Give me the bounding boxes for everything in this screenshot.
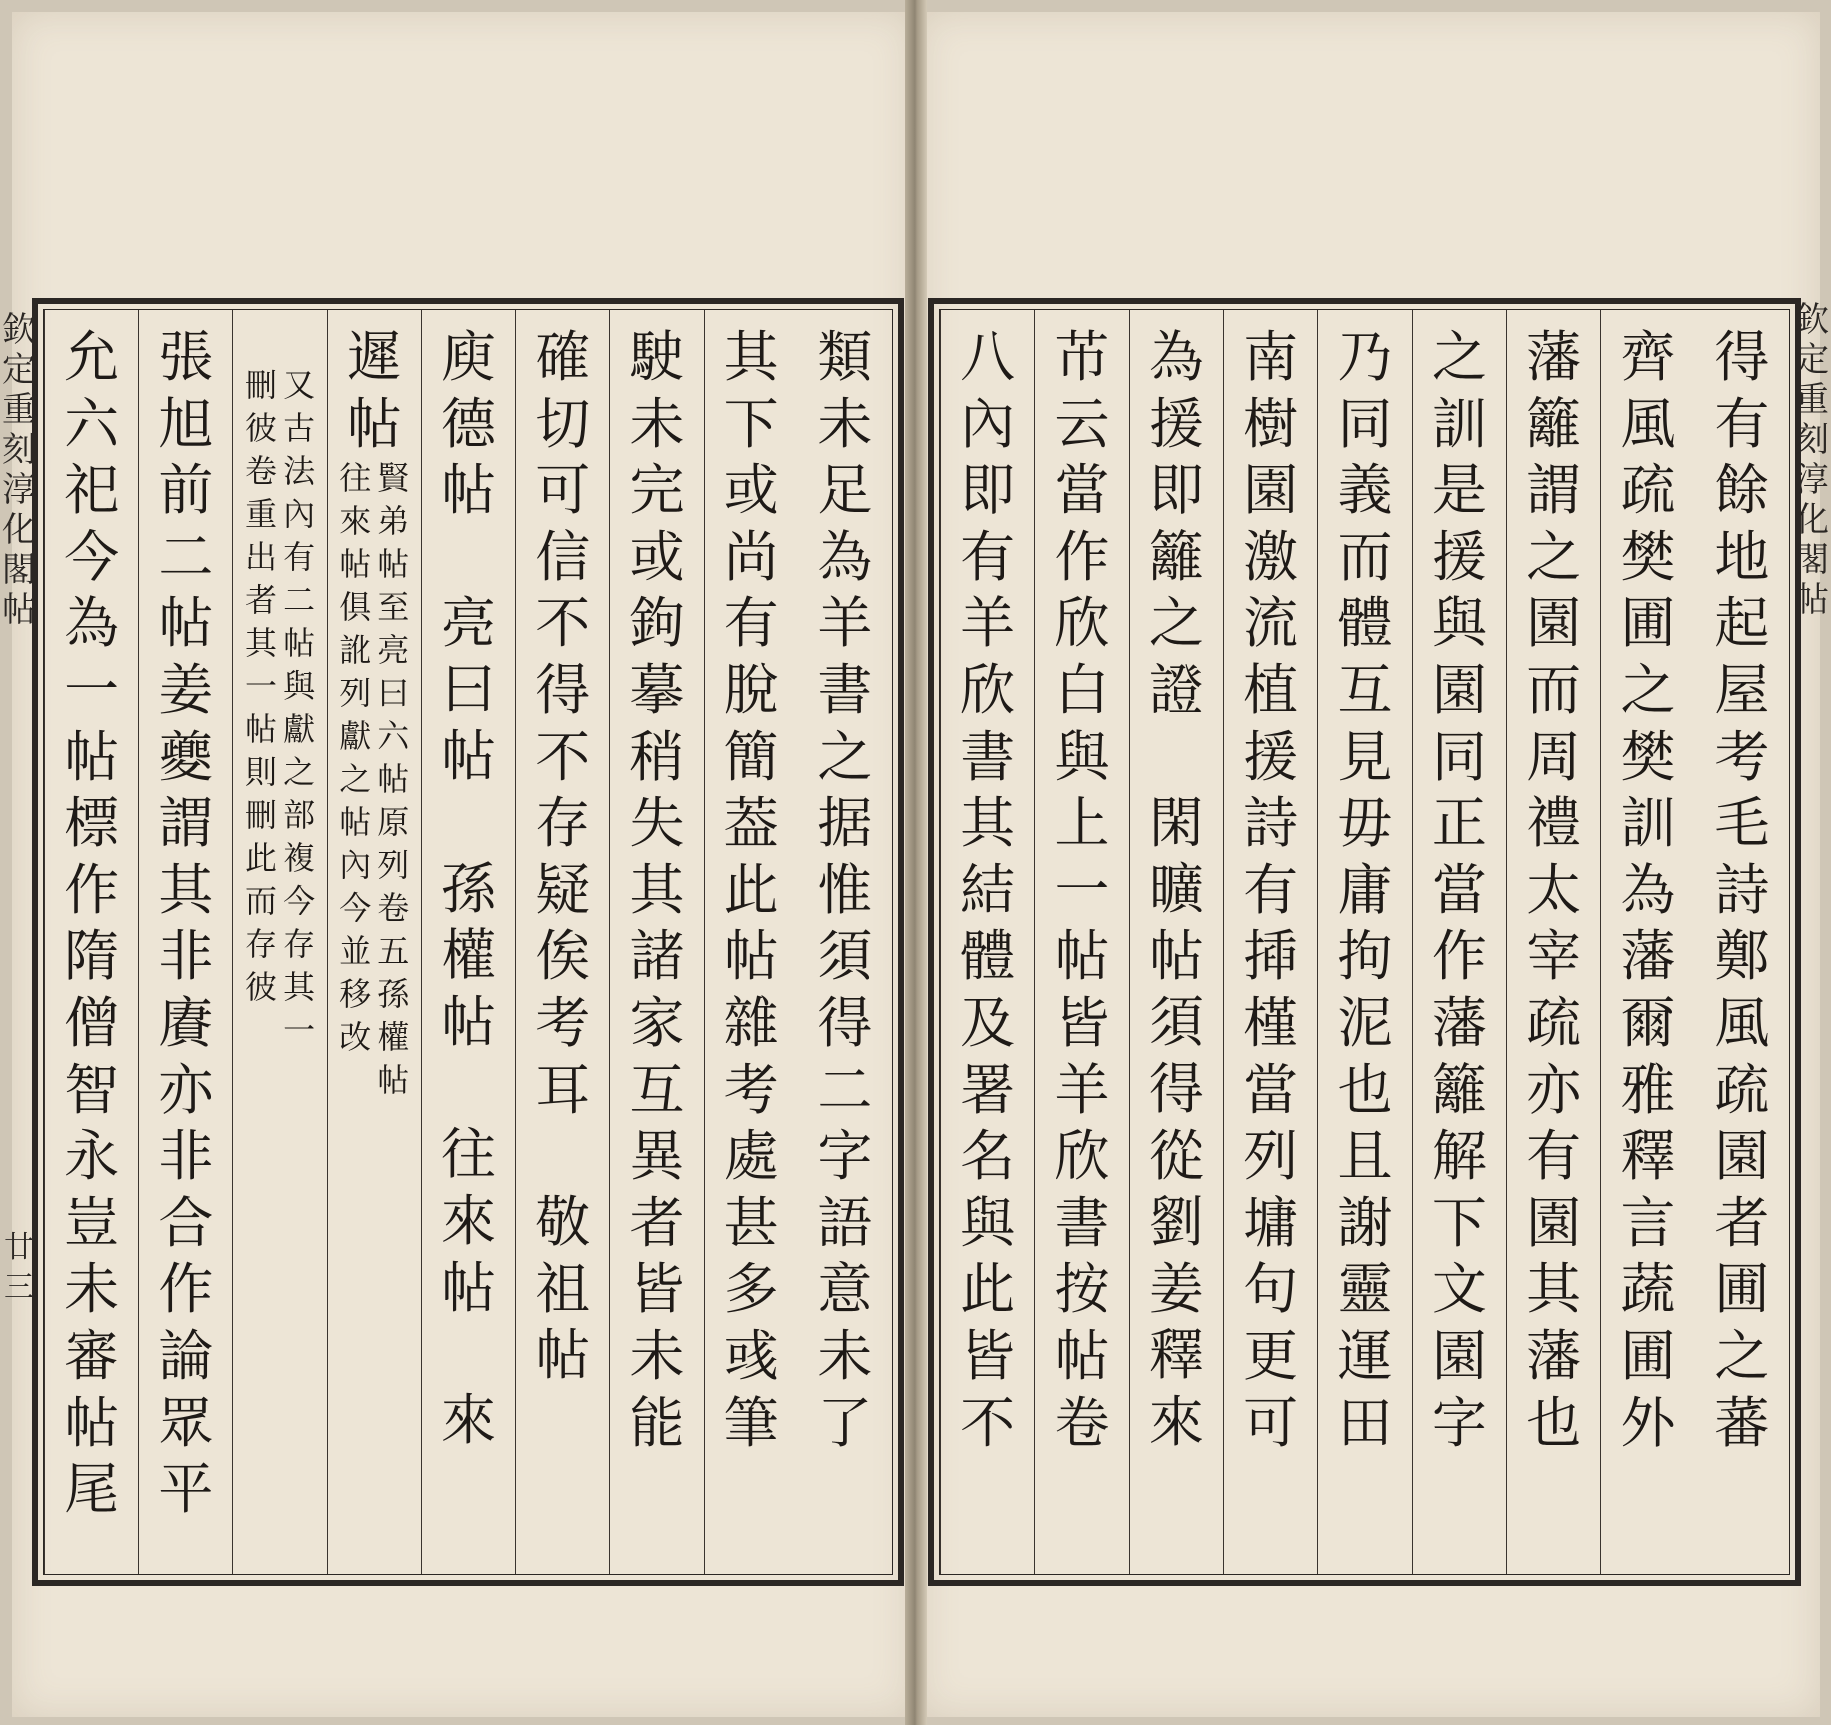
right-column-7 [1129,310,1223,1574]
left-text-segment: 亮 曰 帖 [441,590,497,788]
right-text-frame [928,298,1801,1586]
left-text-frame [32,298,904,1586]
left-side-title: 欽 定 重 刻 淳 化 閣 帖 [2,310,36,630]
left-text-segment: 孫 權 帖 [441,856,497,1054]
left-page-number: 廿 三 [4,1230,34,1305]
right-text-segment: 之 訓 是 援 與 園 同 正 當 作 藩 籬 解 下 文 園 字 [1431,325,1487,1455]
right-text-segment: 閑 曠 帖 須 得 從 劉 姜 釋 來 [1148,790,1204,1454]
left-column-5 [421,310,515,1574]
right-text-segment: 八 內 即 有 羊 欣 書 其 結 體 及 署 名 與 此 皆 不 [960,325,1016,1455]
right-column-5 [1317,310,1411,1574]
right-text-segment: 芇 云 當 作 欣 白 與 上 一 帖 皆 羊 欣 書 按 帖 卷 [1054,325,1110,1455]
left-text-segment: 敬 祖 帖 [535,1190,591,1388]
right-text-segment: 齊 風 疏 樊 圃 之 樊 訓 為 藩 爾 雅 釋 言 蔬 圃 外 [1620,325,1676,1455]
left-text-segment: 張 旭 前 二 帖 姜 夔 謂 其 非 賡 亦 非 合 作 論 眾 平 [158,325,214,1522]
right-text-segment: 為 援 即 籬 之 證 [1148,325,1204,722]
right-column-3 [1506,310,1600,1574]
right-frame-inner [939,309,1790,1575]
left-text-segment: 駛 未 完 或 鉤 摹 稍 失 其 諸 家 互 異 者 皆 未 能 [629,325,685,1455]
left-text-segment: 其 下 或 尚 有 脫 簡 葢 此 帖 雜 考 處 甚 多 彧 筆 [723,325,779,1455]
right-text-segment: 得 有 餘 地 起 屋 考 毛 詩 鄭 風 疏 園 者 圃 之 蕃 [1714,325,1770,1455]
left-annotation [339,457,409,1102]
left-annotation [245,324,315,1052]
book-gutter [905,0,927,1725]
right-column-9 [940,310,1034,1574]
left-text-segment: 遲 帖 [346,325,402,456]
left-text-segment: 允 六 祀 今 為 一 帖 標 作 隋 僧 智 永 豈 未 審 帖 尾 [64,325,120,1522]
left-column-2 [704,310,798,1574]
left-annotation-line: 往 來 帖 俱 訛 列 獻 之 帖 內 今 並 移 改 [339,459,372,1057]
right-side-title: 欽 定 重 刻 淳 化 閣 帖 [1795,300,1829,620]
right-column-6 [1223,310,1317,1574]
left-text-segment: 確 切 可 信 不 得 不 存 疑 俟 考 耳 [535,325,591,1122]
left-annotation-line: 又 古 法 內 有 二 帖 與 獻 之 部 複 今 存 其 一 [283,366,316,1049]
left-text-segment: 來 [441,1388,497,1453]
left-text-segment: 往 來 帖 [441,1122,497,1320]
right-text-segment: 南 樹 園 激 流 植 援 詩 有 揷 槿 當 列 墉 句 更 可 [1243,325,1299,1455]
right-text-segment: 乃 同 義 而 體 互 見 毋 庸 拘 泥 也 且 謝 靈 運 田 [1337,325,1393,1455]
left-annotation-line: 賢 弟 帖 至 亮 曰 六 帖 原 列 卷 五 孫 權 帖 [377,459,410,1100]
left-column-1 [798,310,892,1574]
right-column-4 [1412,310,1506,1574]
left-column-8 [138,310,232,1574]
left-text-segment: 類 未 足 為 羊 書 之 据 惟 須 得 二 字 語 意 未 了 [817,325,873,1455]
left-column-3 [609,310,703,1574]
left-frame-inner [43,309,893,1575]
left-column-7 [232,310,326,1574]
right-column-8 [1034,310,1128,1574]
left-text-segment: 庾 德 帖 [441,325,497,523]
right-column-2 [1600,310,1694,1574]
right-column-1 [1695,310,1789,1574]
left-column-9 [44,310,138,1574]
left-annotation-line: 刪 彼 卷 重 出 者 其 一 帖 則 刪 此 而 存 彼 [245,366,278,1006]
left-column-4 [515,310,609,1574]
left-column-6 [327,310,421,1574]
right-text-segment: 藩 籬 謂 之 園 而 周 禮 太 宰 疏 亦 有 園 其 藩 也 [1526,325,1582,1455]
